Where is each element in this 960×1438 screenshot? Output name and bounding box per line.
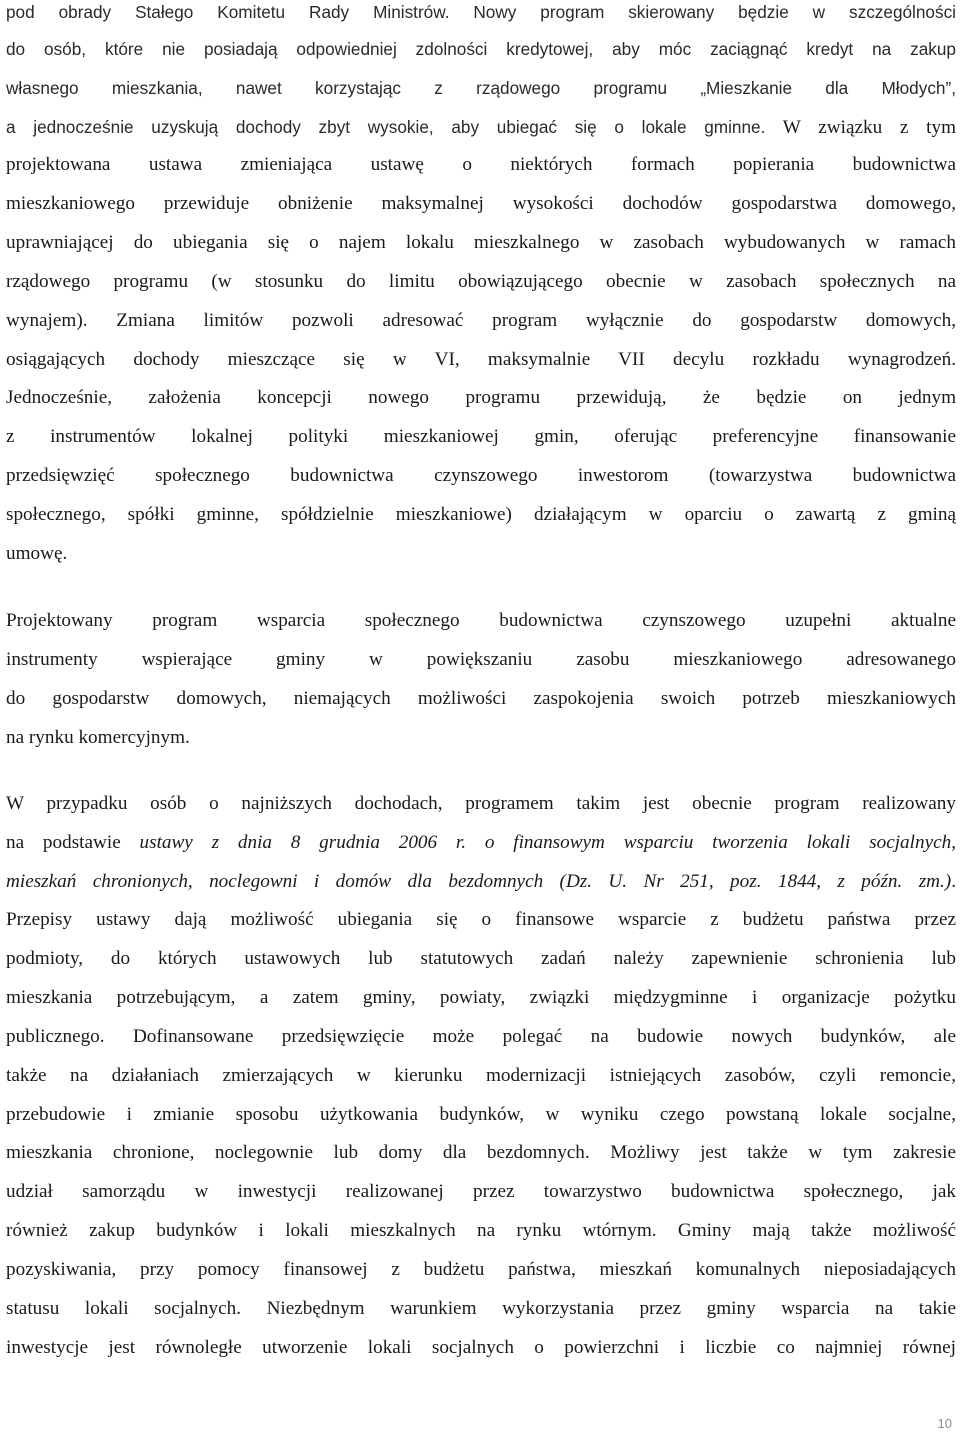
text-line: do gospodarstw domowych, niemających możliwości zaspokojenia swoich potrzeb mieszkaniowych bbox=[6, 688, 956, 709]
text-line: inwestycje jest równoległe utworzenie lokali socjalnych o powierzchni i liczbie co najmniej równej bbox=[6, 1337, 956, 1358]
text-line: na rynku komercyjnym. bbox=[6, 727, 190, 748]
text-line: Przepisy ustawy dają możliwość ubiegania się o finansowe wsparcie z budżetu państwa przez bbox=[6, 909, 956, 930]
text-line: W przypadku osób o najniższych dochodach, programem takim jest obecnie program realizowany bbox=[6, 793, 956, 814]
act-citation: ustawy z dnia 8 grudnia 2006 r. o finansowym wsparciu tworzenia lokali socjalnych, bbox=[139, 832, 956, 853]
text-line: rządowego programu (w stosunku do limitu obowiązującego obecnie w zasobach społecznych na bbox=[6, 271, 956, 292]
text-line: pod obrady Stałego Komitetu Rady Ministrów. Nowy program skierowany będzie w szczególności bbox=[6, 2, 956, 22]
text-line: Jednocześnie, założenia koncepcji nowego programu przewidują, że będzie on jednym bbox=[6, 387, 956, 408]
text-line: pozyskiwania, przy pomocy finansowej z budżetu państwa, mieszkań komunalnych nieposiadających bbox=[6, 1259, 956, 1280]
text-line: mieszkania potrzebującym, a zatem gminy, powiaty, związki międzygminne i organizacje pożytku bbox=[6, 987, 956, 1008]
text-line: własnego mieszkania, nawet korzystając z rządowego programu „Mieszkanie dla Młodych”, bbox=[6, 78, 956, 98]
page-number: 10 bbox=[937, 1416, 952, 1431]
text-line: mieszkania chronione, noclegownie lub domy dla bezdomnych. Możliwy jest także w tym zakresie bbox=[6, 1142, 956, 1163]
text-line: przebudowie i zmianie sposobu użytkowania budynków, w wyniku czego powstaną lokale socjalne, bbox=[6, 1104, 956, 1125]
text-line: do osób, które nie posiadają odpowiedniej zdolności kredytowej, aby móc zaciągnąć kredyt na zakup bbox=[6, 39, 956, 59]
text-line bbox=[6, 831, 956, 855]
text-line: także na działaniach zmierzających w kierunku modernizacji istniejących zasobów, czyli remoncie, bbox=[6, 1065, 956, 1086]
text-line: osiągających dochody mieszczące się w VI, maksymalnie VII decylu rozkładu wynagrodzeń. bbox=[6, 349, 956, 370]
text-line bbox=[6, 115, 956, 141]
text-line: społecznego, spółki gminne, spółdzielnie mieszkaniowe) działającym w oparciu o zawartą z gminą bbox=[6, 504, 956, 525]
act-citation: mieszkań chronionych, noclegowni i domów dla bezdomnych (Dz. U. Nr 251, poz. 1844, z późn. zm.) bbox=[6, 871, 952, 892]
text-line: przedsięwzięć społecznego budownictwa czynszowego inwestorom (towarzystwa budownictwa bbox=[6, 465, 956, 486]
text-line: wynajem). Zmiana limitów pozwoli adresować program wyłącznie do gospodarstw domowych, bbox=[6, 310, 956, 331]
text-line: mieszkaniowego przewiduje obniżenie maksymalnej wysokości dochodów gospodarstwa domowego, bbox=[6, 193, 956, 214]
text-line: instrumenty wspierające gminy w powiększaniu zasobu mieszkaniowego adresowanego bbox=[6, 649, 956, 670]
text-line: Projektowany program wsparcia społecznego budownictwa czynszowego uzupełni aktualne bbox=[6, 610, 956, 631]
text-line: podmioty, do których ustawowych lub statutowych zadań należy zapewnienie schronienia lub bbox=[6, 948, 956, 969]
text-segment: . bbox=[951, 871, 956, 892]
text-line: również zakup budynków i lokali mieszkalnych na rynku wtórnym. Gminy mają także możliwość bbox=[6, 1220, 956, 1241]
text-line: umowę. bbox=[6, 543, 68, 564]
text-line: statusu lokali socjalnych. Niezbędnym warunkiem wykorzystania przez gminy wsparcia na takie bbox=[6, 1298, 956, 1319]
text-line: uprawniającej do ubiegania się o najem lokalu mieszkalnego w zasobach wybudowanych w ramach bbox=[6, 232, 956, 253]
text-line: projektowana ustawa zmieniająca ustawę o niektórych formach popierania budownictwa bbox=[6, 154, 956, 175]
text-segment: a jednocześnie uzyskują dochody zbyt wysokie, aby ubiegać się o lokale gminne. bbox=[6, 117, 766, 137]
text-segment: na podstawie bbox=[6, 832, 140, 853]
text-line: udział samorządu w inwestycji realizowanej przez towarzystwo budownictwa społecznego, jak bbox=[6, 1181, 956, 1202]
text-line: z instrumentów lokalnej polityki mieszkaniowej gmin, oferując preferencyjne finansowanie bbox=[6, 426, 956, 447]
text-line bbox=[6, 870, 956, 894]
text-line: publicznego. Dofinansowane przedsięwzięcie może polegać na budowie nowych budynków, ale bbox=[6, 1026, 956, 1047]
text-segment: W związku z tym bbox=[765, 117, 956, 138]
